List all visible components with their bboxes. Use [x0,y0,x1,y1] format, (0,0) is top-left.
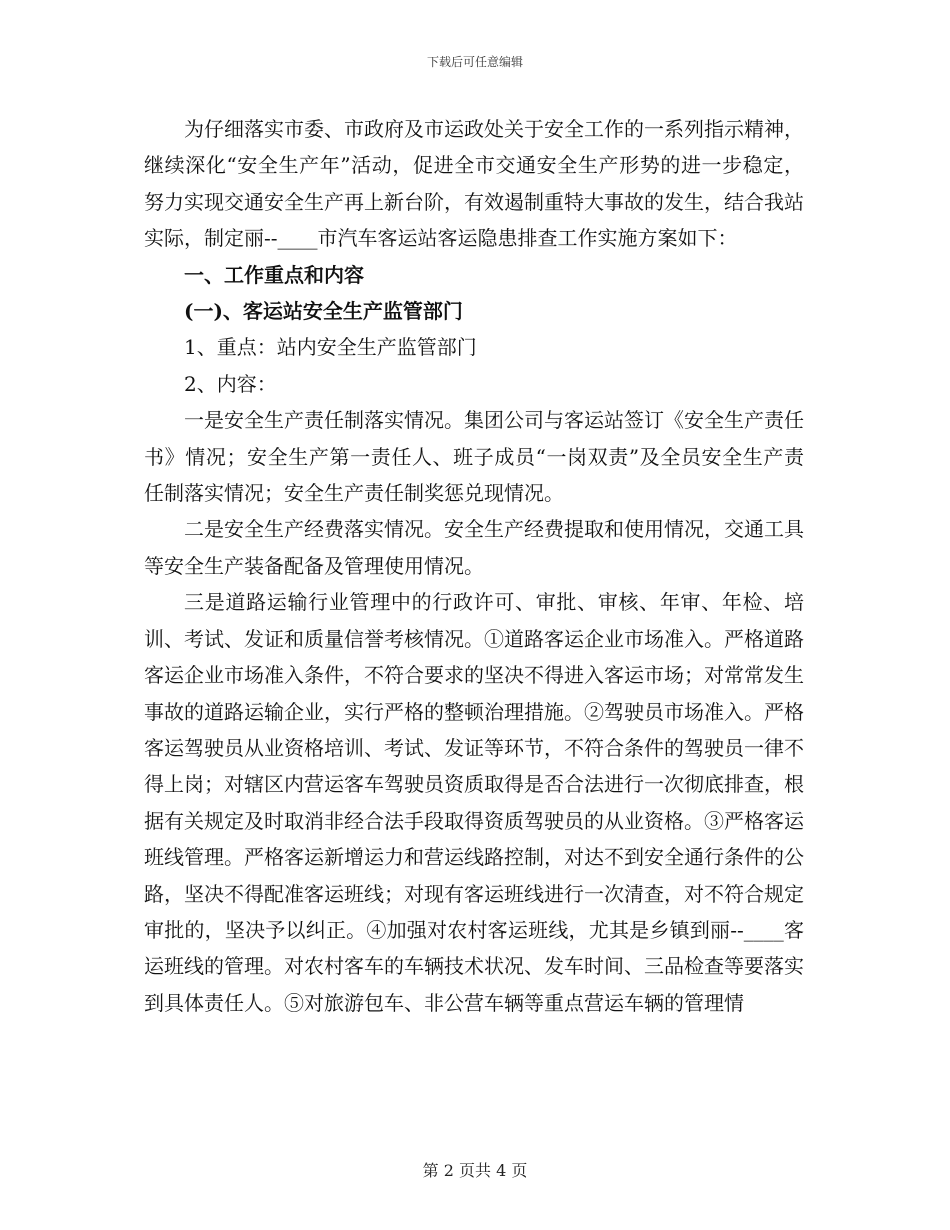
page-number: 第 2 页共 4 页 [422,1161,528,1180]
document-body [144,111,804,1021]
section-heading: 一、工作重点和内容 [184,262,364,287]
paragraph-intro: 为仔细落实市委、市政府及市运政处关于安全工作的一系列指示精神，继续深化“安全生产年”活动，促进全市交通安全生产形势的进一步稳定，努力实现交通安全生产再上新台阶，有效遏制重特大事故的发生，结合我站实际，制定丽--____市汽车客运站客运隐患排查工作实施方案如下： [144,117,804,251]
page-header: 下载后可任意编辑 [426,55,523,69]
paragraph-item-1: 一是安全生产责任制落实情况。集团公司与客运站签订《安全生产责任书》情况；安全生产第一责任人、班子成员“一岗双责”及全员安全生产责任制落实情况；安全生产责任制奖惩兑现情况。 [144,408,804,506]
subsection-heading: (一)、客运站安全生产监管部门 [184,299,463,324]
paragraph-item-2: 二是安全生产经费落实情况。安全生产经费提取和使用情况，交通工具等安全生产装备配备及管理使用情况。 [144,517,804,578]
paragraph-item-3: 三是道路运输行业管理中的行政许可、审批、审核、年审、年检、培训、考试、发证和质量信誉考核情况。①道路客运企业市场准入。严格道路客运企业市场准入条件，不符合要求的坚决不得进入客运市场；对常常发生事故的道路运输企业，实行严格的整顿治理措施。②驾驶员市场准入。严格客运驾驶员从业资格培训、考试、发证等环节，不符合条件的驾驶员一律不得上岗；对辖区内营运客车驾驶员资质取得是否合法进行一次彻底排查，根据有关规定及时取消非经合法手段取得资质驾驶员的从业资格。③严格客运班线管理。严格客运新增运力和营运线路控制，对达不到安全通行条件的公路，坚决不得配准客运班线；对现有客运班线进行一次清查，对不符合规定审批的，坚决予以纠正。④加强对农村客运班线，尤其是乡镇到丽--____客运班线的管理。对农村客车的车辆技术状况、发车时间、三品检查等要落实到具体责任人。⑤对旅游包车、非公营车辆等重点营运车辆的管理情 [144,590,804,1015]
paragraph-focus: 1、重点：站内安全生产监管部门 [184,335,477,360]
paragraph-content-label: 2、内容： [184,371,277,396]
